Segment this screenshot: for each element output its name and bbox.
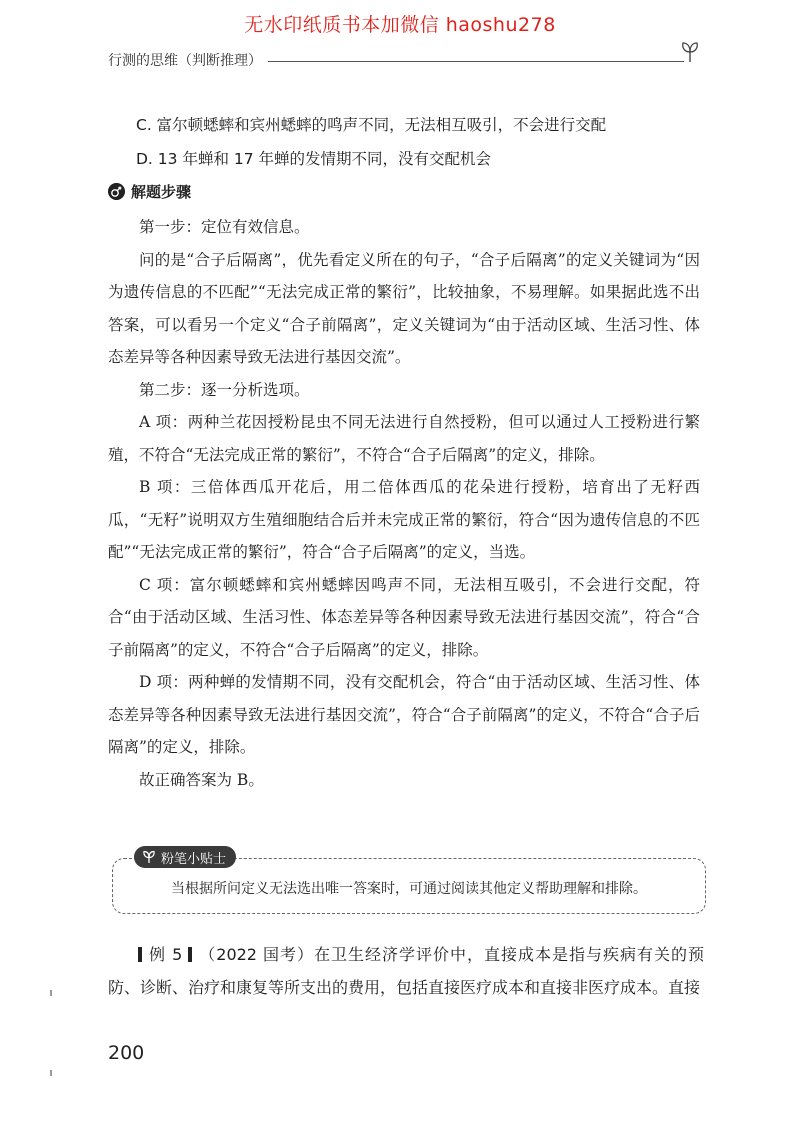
step-2-title: 第二步：逐一分析选项。 — [139, 380, 310, 399]
example-paragraph — [108, 938, 704, 1004]
header-title: 行测的思维（判断推理） — [108, 50, 268, 70]
option-d: D. 13 年蝉和 17 年蝉的发情期不同，没有交配机会 — [136, 150, 492, 168]
step-badge-icon — [108, 183, 125, 200]
tip-text: 当根据所问定义无法选出唯一答案时，可通过阅读其他定义帮助理解和排除。 — [171, 881, 647, 897]
example-label: 例 5 — [148, 945, 183, 964]
analysis-c: C 项：富尔顿蟋蟀和宾州蟋蟀因鸣声不同，无法相互吸引，不会进行交配，符合“由于活动区域、生活习性、体态差异等各种因素导致无法进行基因交流”，符合“合子前隔离”的定义，不符合“合子后隔离”的定义，排除。 — [108, 575, 700, 659]
solution-steps-heading — [108, 180, 191, 202]
sprout-icon — [142, 850, 156, 864]
solution-body — [108, 211, 700, 796]
example-block — [108, 938, 704, 1004]
tip-tag — [134, 846, 236, 868]
step-1-title: 第一步：定位有效信息。 — [139, 218, 310, 236]
scan-mark — [50, 1070, 52, 1076]
scan-mark — [50, 990, 52, 996]
section-label: 解题步骤 — [131, 182, 192, 201]
example-source: （2022 国考） — [198, 945, 315, 964]
analysis-b: B 项：三倍体西瓜开花后，用二倍体西瓜的花朵进行授粉，培育出了无籽西瓜，“无籽”说明双方生殖细胞结合后并未完成正常的繁衍，符合“因为遗传信息的不匹配”“无法完成正常的繁衍”，符合“合子后隔离”的定义，当选。 — [108, 478, 700, 561]
step-1-paragraph: 问的是“合子后隔离”，优先看定义所在的句子，“合子后隔离”的定义关键词为“因为遗传信息的不匹配”“无法完成正常的繁衍”，比较抽象，不易理解。如果据此选不出答案，可以看另一个定义“合子前隔离”，定义关键词为“由于活动区域、生活习性、体态差异等各种因素导致无法进行基因交流”。 — [108, 250, 700, 366]
sprout-icon — [680, 40, 700, 64]
example-text: 在卫生经济学评价中，直接成本是指与疾病有关的预防、诊断、治疗和康复等所支出的费用，包括直接医疗成本和直接非医疗成本。直接 — [108, 945, 704, 997]
analysis-a: A 项：两种兰花因授粉昆虫不同无法进行自然授粉，但可以通过人工授粉进行繁殖，不符合“无法完成正常的繁衍”，不符合“合子后隔离”的定义，排除。 — [108, 413, 700, 464]
example-bar-right — [188, 947, 192, 962]
option-c: C. 富尔顿蟋蟀和宾州蟋蟀的鸣声不同，无法相互吸引，不会进行交配 — [136, 116, 607, 134]
tip-label: 粉笔小贴士 — [161, 851, 227, 867]
example-bar-left — [138, 947, 142, 962]
page-number: 200 — [108, 1042, 145, 1064]
running-header — [108, 50, 700, 72]
answer-line: 故正确答案为 B。 — [139, 770, 264, 789]
watermark-text: 无水印纸质书本加微信 haoshu278 — [244, 14, 556, 36]
analysis-d: D 项：两种蝉的发情期不同，没有交配机会，符合“由于活动区域、生活习性、体态差异等各种因素导致无法进行基因交流”，符合“合子前隔离”的定义，不符合“合子后隔离”的定义，排除。 — [108, 673, 700, 756]
